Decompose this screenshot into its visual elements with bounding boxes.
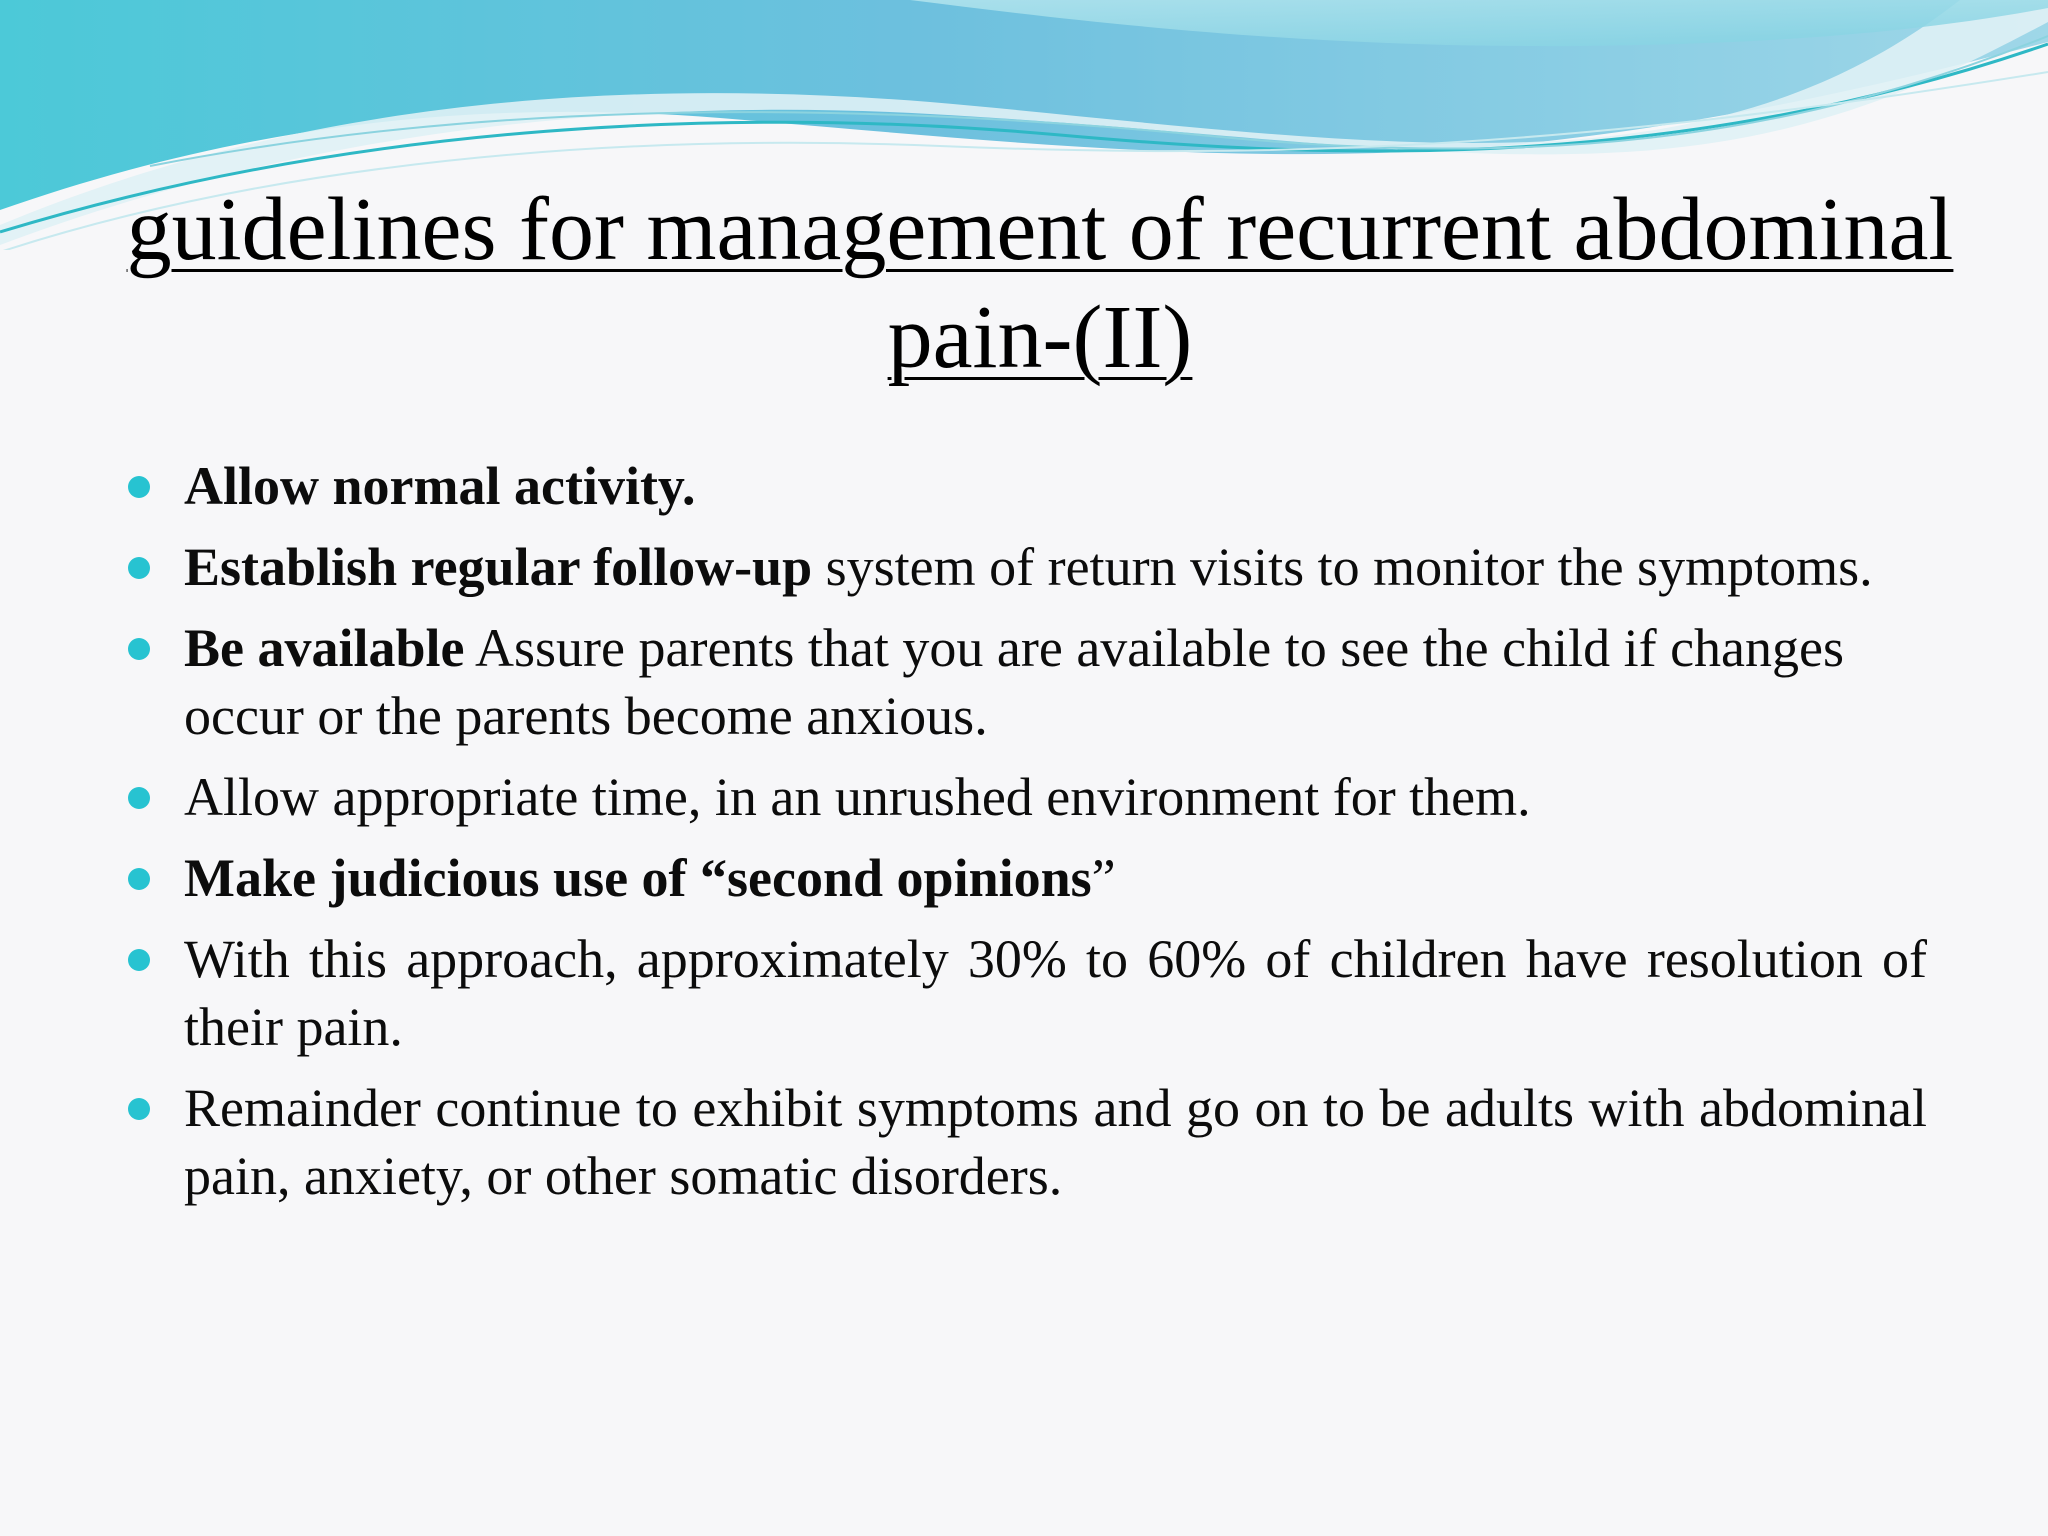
bullet-text: Allow appropriate time, in an unrushed environment for them. [184,767,1531,827]
slide-title [100,176,1980,392]
bullet-icon [128,787,150,809]
bullet-item-appropriate-time [122,763,1927,831]
bullet-icon [128,476,150,498]
bullet-icon [128,949,150,971]
bullet-list [122,452,1927,1223]
bullet-text: Remainder continue to exhibit symptoms and go on to be adults with abdominal pain, anxiety, or other somatic disorders. [184,1078,1927,1206]
bullet-item-second-opinions [122,844,1927,912]
bullet-bold-text: Be available [184,618,465,678]
bullet-item-allow-normal-activity [122,452,1927,520]
bullet-text: With this approach, approximately 30% to 60% of children have resolution of their pain. [184,929,1927,1057]
bullet-icon [128,1098,150,1120]
bullet-item-follow-up [122,533,1927,601]
bullet-bold-text: Establish regular follow-up [184,537,813,597]
bullet-bold-text: Allow normal activity. [184,456,696,516]
title-line-2: pain-(II) [887,288,1193,387]
bullet-text: system of return visits to monitor the symptoms. [812,537,1873,597]
bullet-icon [128,638,150,660]
title-line-1: guidelines for management of recurrent abdominal [126,180,1954,279]
bullet-icon [128,557,150,579]
bullet-text: Assure parents that you are available to see the child if changes occur or the parents become anxious. [184,618,1845,746]
bullet-bold-text: Make judicious use of “second opinions [184,848,1092,908]
bullet-item-remainder [122,1074,1927,1210]
bullet-item-be-available [122,614,1927,750]
bullet-item-resolution-rate [122,925,1927,1061]
bullet-text: ” [1091,848,1116,908]
bullet-icon [128,868,150,890]
